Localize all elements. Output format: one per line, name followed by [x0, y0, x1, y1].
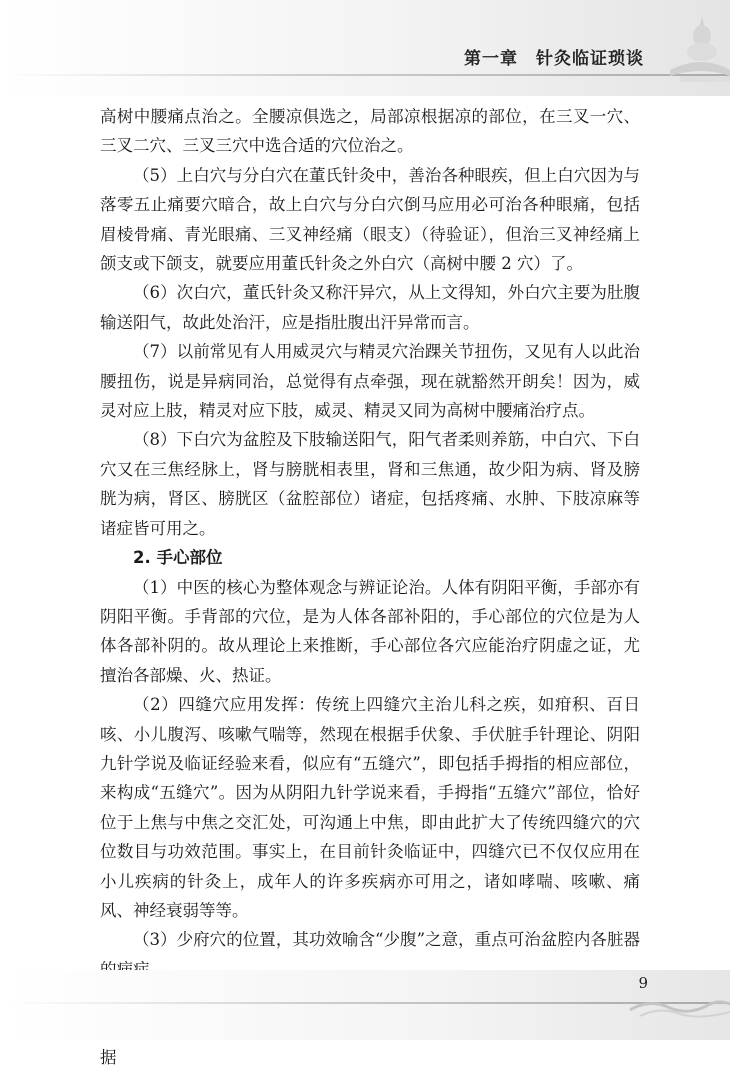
paragraph: 据 [100, 1048, 117, 1067]
page-header [0, 0, 730, 96]
section-heading: 2. 手心部位 [133, 548, 223, 568]
header-rule [0, 74, 730, 76]
pagoda-ornament-icon [650, 12, 730, 96]
paragraph: 高树中腰痛点治之。全腰凉俱选之，局部凉根据凉的部位，在三叉一穴、三叉二穴、三叉三穴中选合适的穴位治之。 [100, 107, 640, 156]
paragraph: （3）少府穴的位置，其功效喻含“少腹”之意，重点可治盆腔内各脏器 [133, 930, 640, 950]
page-footer [0, 970, 730, 1040]
paragraph: （5）上白穴与分白穴在董氏针灸中，善治各种眼疾，但上白穴因为与落零五止痛要穴暗合，故上白穴与分白穴倒马应用必可治各种眼痛，包括眉棱骨痛、青光眼痛、三叉神经痛（眼支）（待验证），但治三叉神经痛上颌支或下颌支，就要应用董氏针灸之外白穴（高树中腰 2 穴）了。 [100, 165, 640, 274]
paragraph: （8）下白穴为盆腔及下肢输送阳气，阳气者柔则养筋，中白穴、下白穴又在三焦经脉上，肾与膀胱相表里，肾和三焦通，故少阳为病、肾及膀胱为病，肾区、膀胱区（盆腔部位）诸症，包括疼痛、水肿、下肢凉麻等诸症皆可用之。 [100, 430, 640, 538]
page-number: 9 [638, 974, 648, 992]
body-text [100, 102, 640, 1072]
paragraph: （1）中医的核心为整体观念与辨证论治。人体有阴阳平衡，手部亦有阴阳平衡。手背部的穴位，是为人体各部补阳的，手心部位的穴位是为人体各部补阴的。故从理论上来推断，手心部位各穴应能治疗阴虚之证，尤擅治各部燥、火、热证。 [100, 577, 640, 685]
paragraph: （6）次白穴，董氏针灸又称汗异穴，从上文得知，外白穴主要为肚腹输送阳气，故此处治汗，应是指肚腹出汗异常而言。 [100, 283, 640, 332]
paragraph: （2）四缝穴应用发挥：传统上四缝穴主治儿科之疾，如疳积、百日咳、小儿腹泻、咳嗽气喘等，然现在根据手伏象、手伏脏手针理论、阴阳九针学说及临证经验来看，似应有“五缝穴”，即包括手拇指的相应部位，来构成“五缝穴”。因为从阴阳九针学说来看，手拇指“五缝穴”部位，恰好位于上焦与中焦之交汇处，可沟通上中焦，即由此扩大了传统四缝穴的穴位数目与功效范围。事实上，在目前针灸临证中，四缝穴已不仅仅应用在小儿疾病的针灸上，成年人的许多疾病亦可用之，诸如哮喘、咳嗽、痛风、神经衰弱等等。 [100, 695, 640, 920]
cloud-ornament-icon [620, 994, 730, 1020]
chapter-title: 第一章 针灸临证琐谈 [464, 49, 644, 69]
paragraph: （7）以前常见有人用威灵穴与精灵穴治踝关节扭伤，又见有人以此治腰扭伤，说是异病同治，总觉得有点牵强，现在就豁然开朗矣！因为，威灵对应上肢，精灵对应下肢，威灵、精灵又同为高树中腰痛治疗点。 [100, 342, 640, 421]
